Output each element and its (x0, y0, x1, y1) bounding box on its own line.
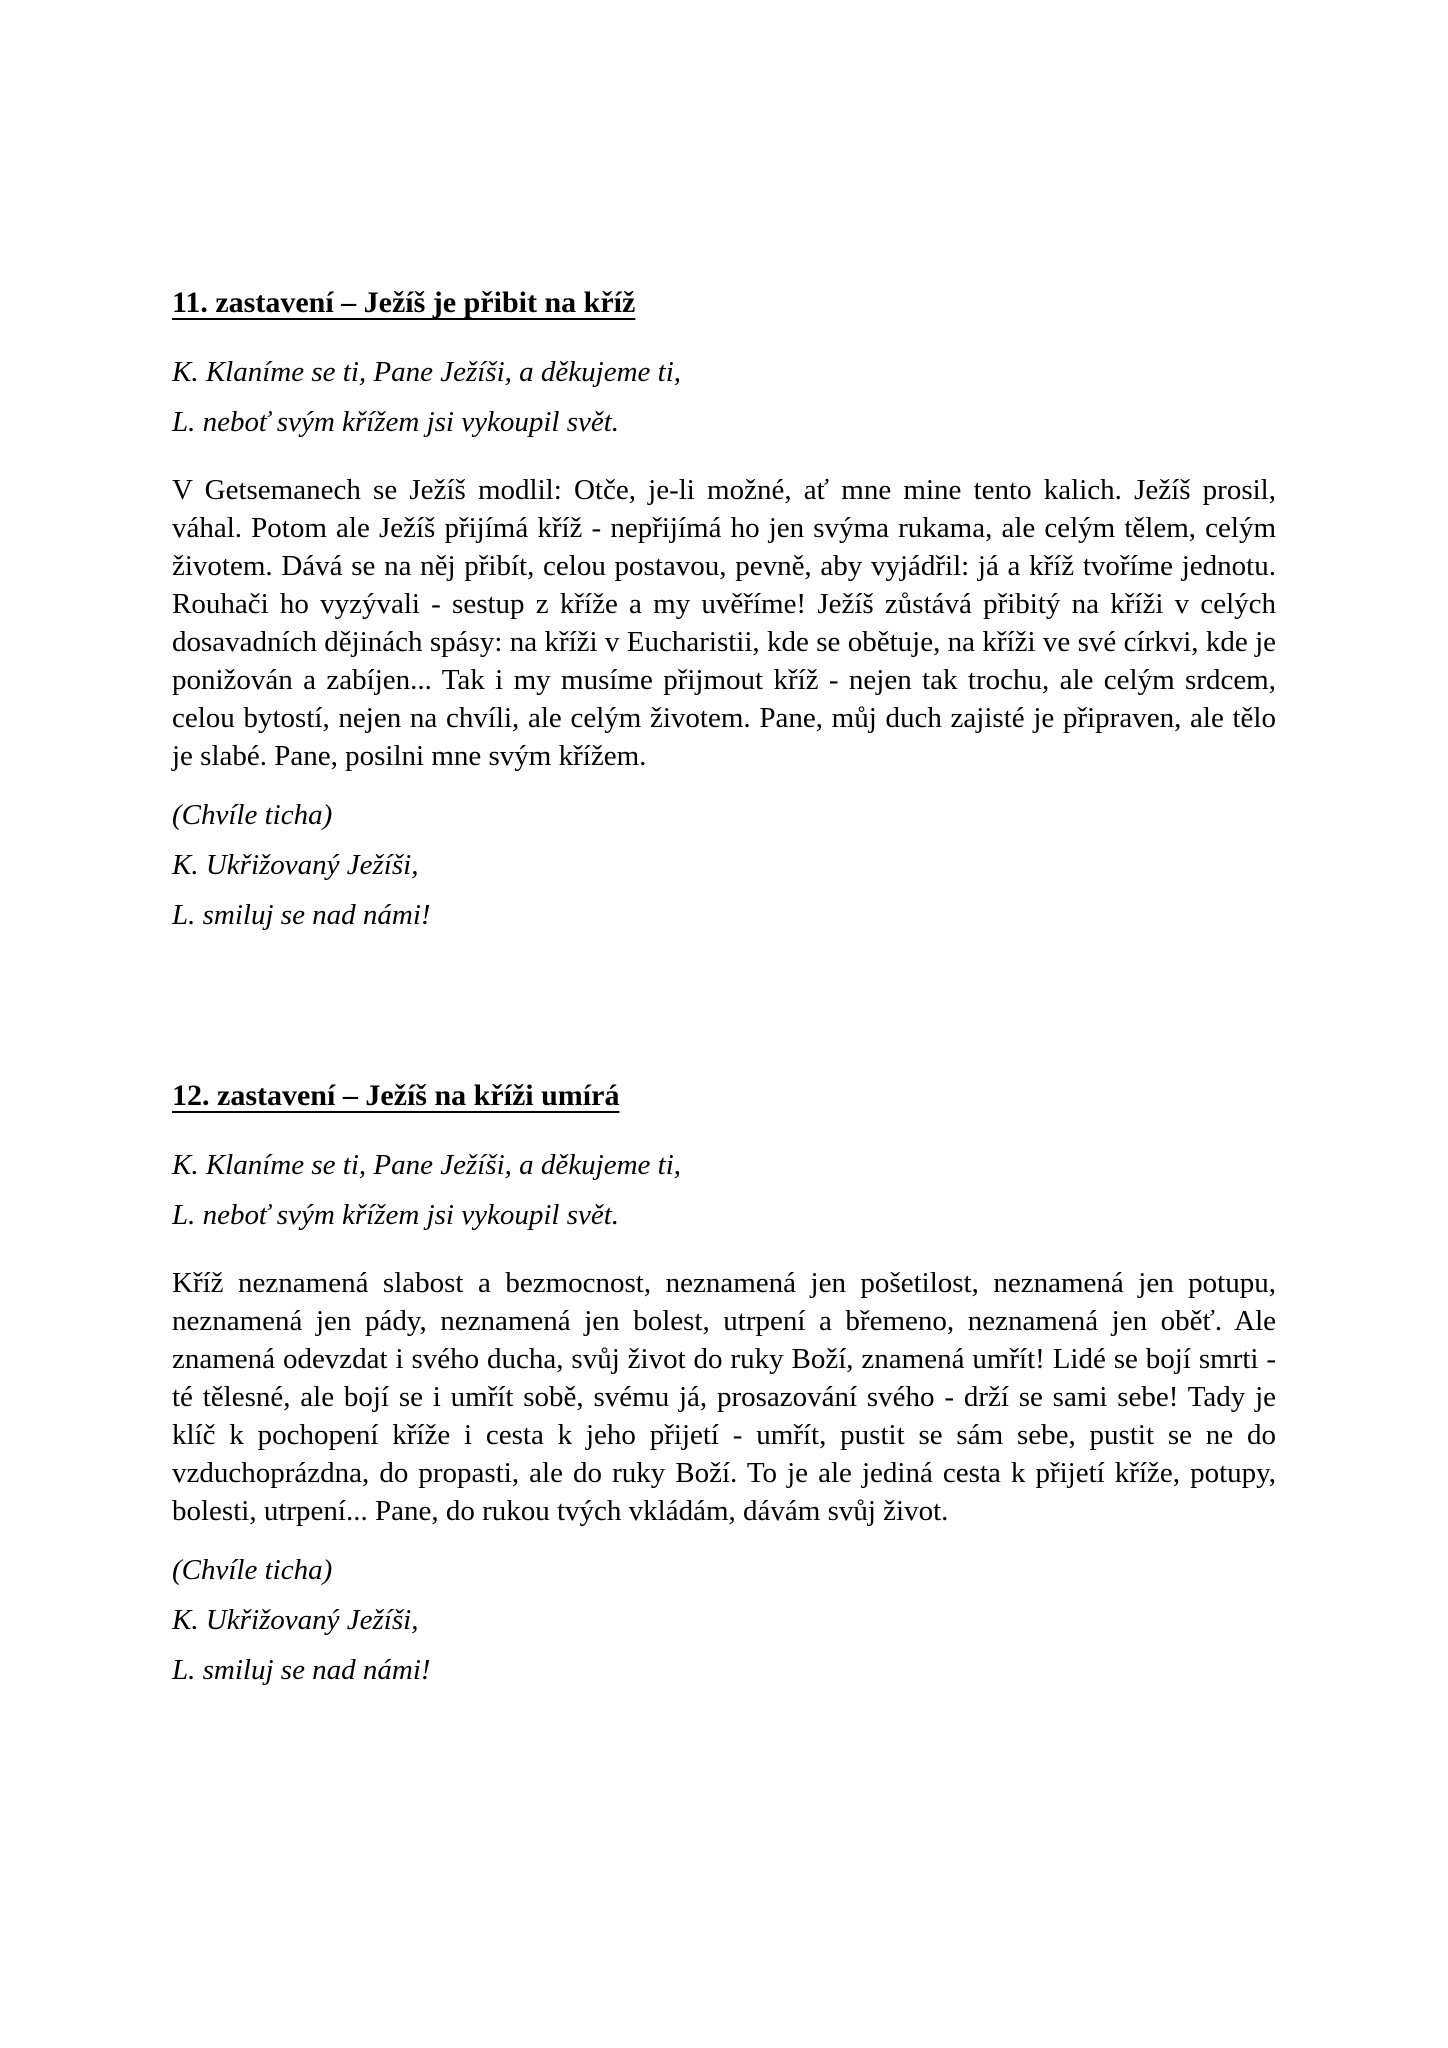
station-12-versicle: K. Klaníme se ti, Pane Ježíši, a děkujeme ti, (172, 1149, 682, 1181)
station-11-closing-versicle: K. Ukřižovaný Ježíši, (172, 849, 419, 881)
station-12-section (172, 1076, 1276, 1689)
station-12-closing-versicle: K. Ukřižovaný Ježíši, (172, 1604, 419, 1636)
station-12-heading: 12. zastavení – Ježíš na kříži umírá (172, 1079, 620, 1112)
station-11-response: L. neboť svým křížem jsi vykoupil svět. (172, 406, 620, 438)
station-11-versicle: K. Klaníme se ti, Pane Ježíši, a děkujeme ti, (172, 356, 682, 388)
station-12-meditation-paragraph: Kříž neznamená slabost a bezmocnost, neznamená jen pošetilost, neznamená jen potupu, neznamená jen pády, neznamená jen bolest, utrpení a břemeno, neznamená jen oběť. Ale znamená odevzdat i svého ducha, svůj život do ruky Boží, znamená umřít! Lidé se bojí smrti - té tělesné, ale bojí se i umřít sobě, svému já, prosazování svého - drží se sami sebe! Tady je klíč k pochopení kříže i cesta k jeho přijetí - umřít, pustit se sám sebe, pustit se ne do vzduchoprázdna, do propasti, ale do ruky Boží. To je ale jediná cesta k přijetí kříže, potupy, bolesti, utrpení... Pane, do rukou tvých vkládám, dávám svůj život. (172, 1267, 1276, 1527)
station-11-meditation-paragraph: V Getsemanech se Ježíš modlil: Otče, je-li možné, ať mne mine tento kalich. Ježíš prosil, váhal. Potom ale Ježíš přijímá kříž - nepřijímá ho jen svýma rukama, ale celým tělem, celým životem. Dává se na něj přibít, celou postavou, pevně, aby vyjádřil: já a kříž tvoříme jednotu. Rouhači ho vyzývali - sestup z kříže a my uvěříme! Ježíš zůstává přibitý na kříži v celých dosavadních dějinách spásy: na kříži v Eucharistii, kde se obětuje, na kříži ve své církvi, kde je ponižován a zabíjen... Tak i my musíme přijmout kříž - nejen tak trochu, ale celým srdcem, celou bytostí, nejen na chvíli, ale celým životem. Pane, můj duch zajisté je připraven, ale tělo je slabé. Pane, posilni mne svým křížem. (172, 474, 1276, 772)
station-12-closing-response: L. smiluj se nad námi! (172, 1654, 431, 1686)
station-11-section (172, 283, 1276, 934)
station-12-silence-note: (Chvíle ticha) (172, 1554, 333, 1586)
station-11-closing-response: L. smiluj se nad námi! (172, 899, 431, 931)
station-11-heading: 11. zastavení – Ježíš je přibit na kříž (172, 286, 636, 319)
station-11-silence-note: (Chvíle ticha) (172, 799, 333, 831)
station-12-response: L. neboť svým křížem jsi vykoupil svět. (172, 1199, 620, 1231)
